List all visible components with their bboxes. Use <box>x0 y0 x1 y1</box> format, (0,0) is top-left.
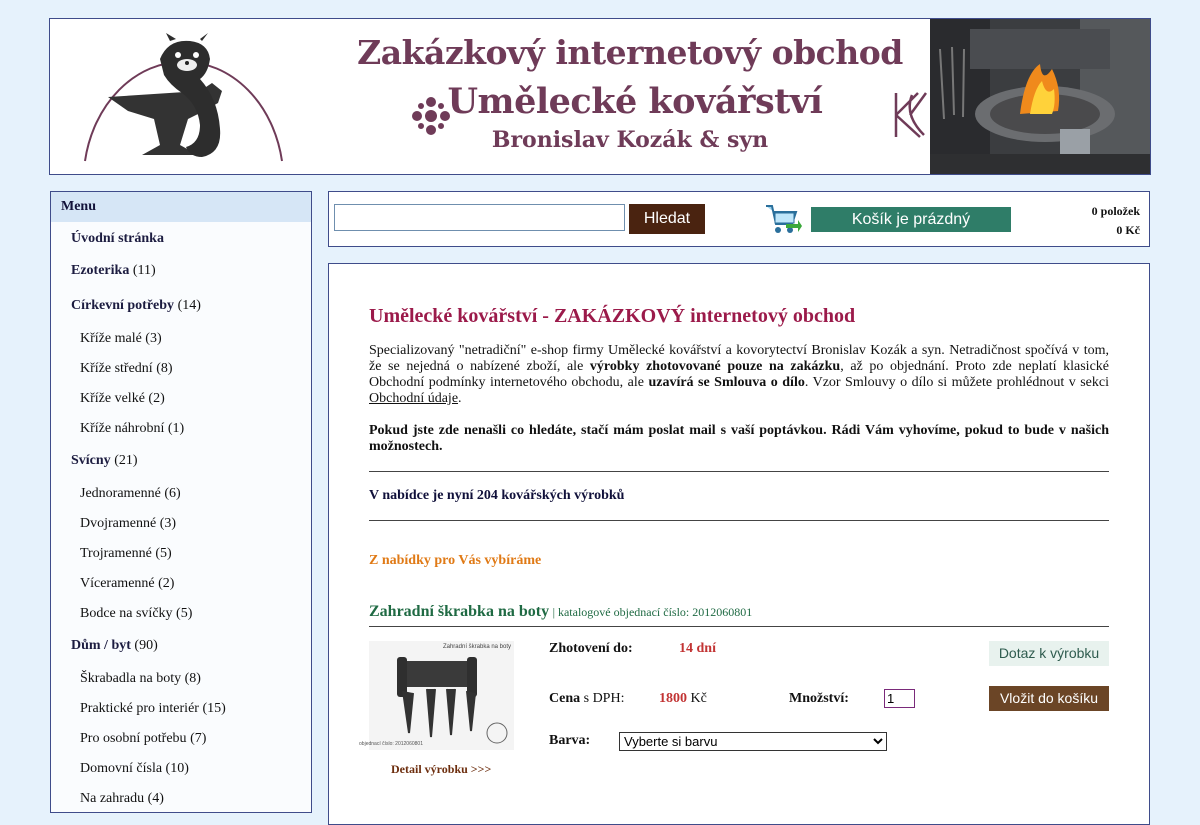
quantity-input[interactable] <box>884 689 915 708</box>
sidebar-item-double-arm[interactable]: Dvojramenné (3) <box>80 516 177 531</box>
cart-item-count: 0 položek <box>1091 204 1140 218</box>
banner-titles <box>330 19 930 174</box>
main-content <box>328 263 1150 825</box>
sidebar-item-medium-crosses[interactable]: Kříže střední (8) <box>80 361 173 376</box>
search-button[interactable]: Hledat <box>629 204 705 234</box>
banner-title-owner: Bronislav Kozák & syn <box>491 127 769 153</box>
color-label: Barva: <box>549 733 591 748</box>
product-inquiry-button[interactable]: Dotaz k výrobku <box>989 641 1109 666</box>
divider <box>369 520 1109 521</box>
production-time-label: Zhotovení do: <box>549 641 633 656</box>
production-time-value: 14 dní <box>679 641 716 656</box>
sidebar-item-multi-arm[interactable]: Víceramenné (2) <box>80 576 175 591</box>
product-image-code: objednací číslo: 2012060801 <box>359 741 423 747</box>
sidebar-item-candle-spikes[interactable]: Bodce na svíčky (5) <box>80 606 193 621</box>
cart-total-price: 0 Kč <box>1116 223 1140 237</box>
color-select[interactable] <box>619 732 887 751</box>
price-label: Cena s DPH: <box>549 691 625 706</box>
sidebar-item-house-numbers[interactable]: Domovní čísla (10) <box>80 761 189 776</box>
sidebar-menu <box>50 191 312 813</box>
banner-title-craft: Umělecké kovářství <box>447 81 823 122</box>
product-image-caption: Zahradní škrabka na boty <box>442 644 512 650</box>
sidebar-item-grave-crosses[interactable]: Kříže náhrobní (1) <box>80 421 185 436</box>
business-terms-link[interactable]: Obchodní údaje <box>369 391 459 406</box>
sidebar-item-large-crosses[interactable]: Kříže velké (2) <box>80 391 165 406</box>
product-detail-link[interactable]: Detail výrobku >>> <box>391 762 492 776</box>
sidebar-item-ezoterika[interactable]: Ezoterika (11) <box>71 263 156 278</box>
sidebar-item-small-crosses[interactable]: Kříže malé (3) <box>80 331 162 346</box>
ferret-anvil-logo <box>50 19 330 174</box>
banner-title-shop: Zakázkový internetový obchod <box>357 33 903 72</box>
product-title-row <box>369 603 752 621</box>
product-title[interactable]: Zahradní škrabka na boty <box>369 603 550 620</box>
menu-title: Menu <box>51 192 311 222</box>
not-found-note: Pokud jste zde nenašli co hledáte, stačí mám poslat mail s vaší poptávkou. Rádi Vám vyhovíme, pokud to bude v našich možnostech. <box>369 423 1109 454</box>
sidebar-item-interior[interactable]: Praktické pro interiér (15) <box>80 701 226 716</box>
search-cart-bar <box>328 191 1150 247</box>
sidebar-item-church-supplies[interactable]: Církevní potřeby (14) <box>71 298 201 313</box>
forge-photo <box>930 19 1150 174</box>
product-catalog-number: | katalogové objednací číslo: 2012060801 <box>552 605 753 619</box>
sidebar-item-triple-arm[interactable]: Trojramenné (5) <box>80 546 172 561</box>
price-value: 1800 Kč <box>659 691 707 706</box>
selection-heading: Z nabídky pro Vás vybíráme <box>369 553 542 568</box>
sidebar-item-candlesticks[interactable]: Svícny (21) <box>71 453 138 468</box>
cart-status[interactable]: Košík je prázdný <box>811 207 1011 232</box>
page-title: Umělecké kovářství - ZAKÁZKOVÝ internetový obchod <box>369 305 856 327</box>
offer-count: V nabídce je nyní 204 kovářských výrobků <box>369 488 625 503</box>
search-input[interactable] <box>334 204 625 231</box>
sidebar-item-garden[interactable]: Na zahradu (4) <box>80 791 164 806</box>
sidebar-item-personal[interactable]: Pro osobní potřebu (7) <box>80 731 207 746</box>
sidebar-item-home[interactable]: Úvodní stránka <box>71 231 164 246</box>
sidebar-item-single-arm[interactable]: Jednoramenné (6) <box>80 486 181 501</box>
add-to-cart-button[interactable]: Vložit do košíku <box>989 686 1109 711</box>
quantity-label: Množství: <box>789 691 849 706</box>
sidebar-item-boot-scrapers[interactable]: Škrabadla na boty (8) <box>80 671 201 686</box>
header-banner <box>49 18 1151 175</box>
divider <box>369 471 1109 472</box>
product-image[interactable] <box>359 641 514 750</box>
shopping-cart-icon[interactable] <box>764 202 802 236</box>
intro-paragraph: Specializovaný "netradiční" e-shop firmy Umělecké kovářství a kovorytectví Bronislav Kozák a syn. Netradičnost spočívá v tom, že se nejedná o nabízené zboží, ale výrobky zhotovované pouze na zakázku, až po objednání. Proto zde neplatí klasické Obchodní podmínky internetového obchodu, ale uzavírá se Smlouva o dílo. Vzor Smlouvy o dílo si můžete prohlédnout v sekci Obchodní údaje. <box>369 343 1109 406</box>
divider <box>369 626 1109 627</box>
sidebar-item-house[interactable]: Dům / byt (90) <box>71 638 158 653</box>
